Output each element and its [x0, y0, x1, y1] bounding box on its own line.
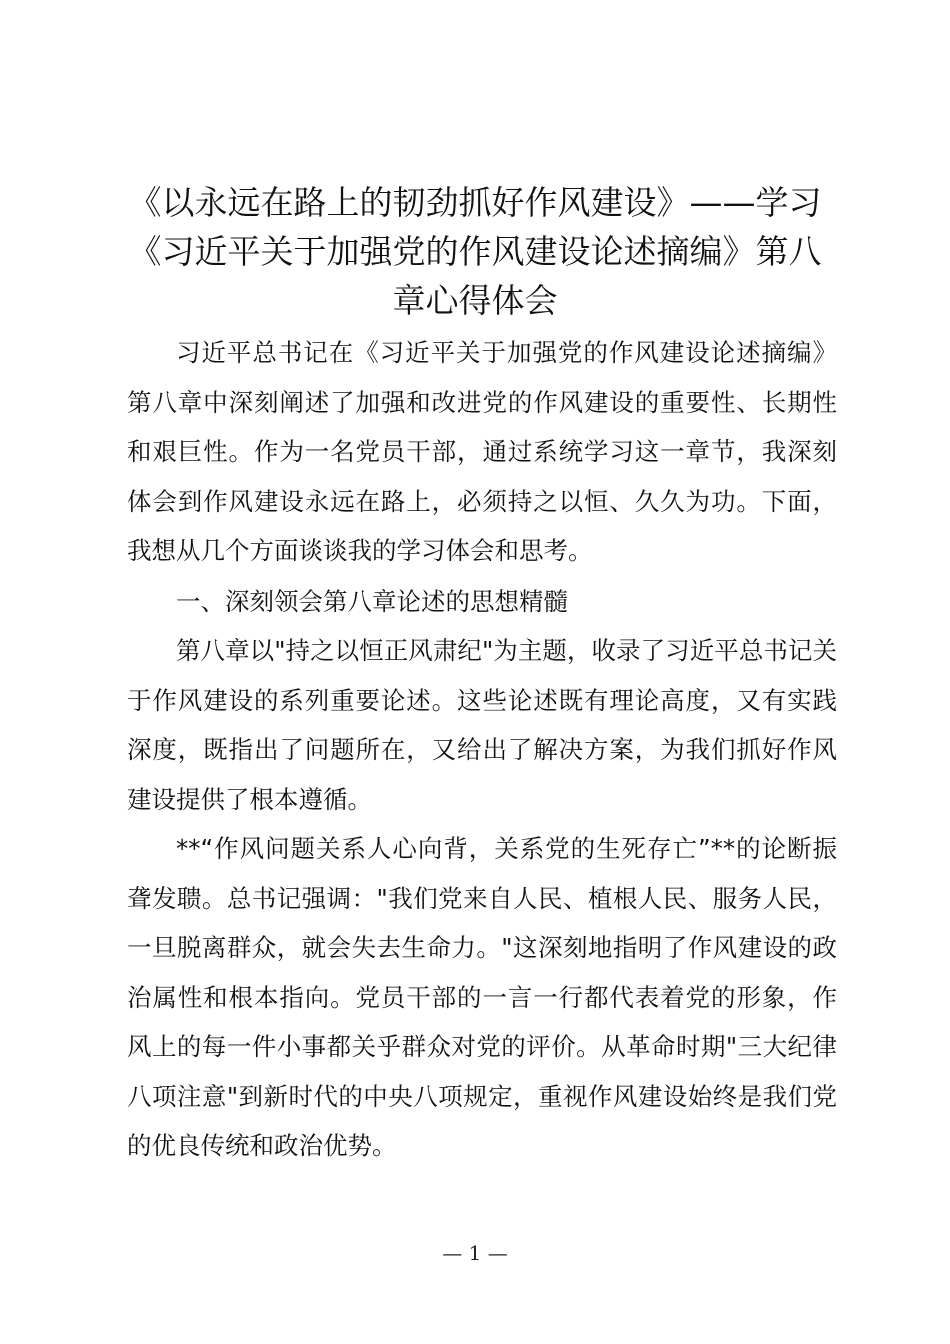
document-title: 《以永远在路上的韧劲抓好作风建设》——学习《习近平关于加强党的作风建设论述摘编》第八章心得体会 [128, 183, 822, 320]
body-paragraph: **“作风问题关系人心向背，关系党的生死存亡”**的论断振聋发聩。总书记强调："我们党来自人民、植根人民、服务人民，一旦脱离群众，就会失去生命力。"这深刻地指明了作风建设的政治属性和根本指向。党员干部的一言一行都代表着党的形象，作风上的每一件小事都关乎群众对党的评价。从革命时期"三大纪律八项注意"到新时代的中央八项规定，重视作风建设始终是我们党的优良传统和政治优势。 [127, 834, 837, 1160]
body-paragraph: 第八章以"持之以恒正风肃纪"为主题，收录了习近平总书记关于作风建设的系列重要论述。这些论述既有理论高度，又有实践深度，既指出了问题所在，又给出了解决方案，为我们抓好作风建设提供了根本遵循。 [127, 636, 837, 814]
section-heading: 一、深刻领会第八章论述的思想精髓 [176, 586, 568, 616]
page-number: — 1 — [442, 1241, 508, 1265]
document-body [127, 328, 837, 1171]
intro-paragraph: 习近平总书记在《习近平关于加强党的作风建设论述摘编》第八章中深刻阐述了加强和改进党的作风建设的重要性、长期性和艰巨性。作为一名党员干部，通过系统学习这一章节，我深刻体会到作风建设永远在路上，必须持之以恒、久久为功。下面，我想从几个方面谈谈我的学习体会和思考。 [127, 338, 837, 565]
